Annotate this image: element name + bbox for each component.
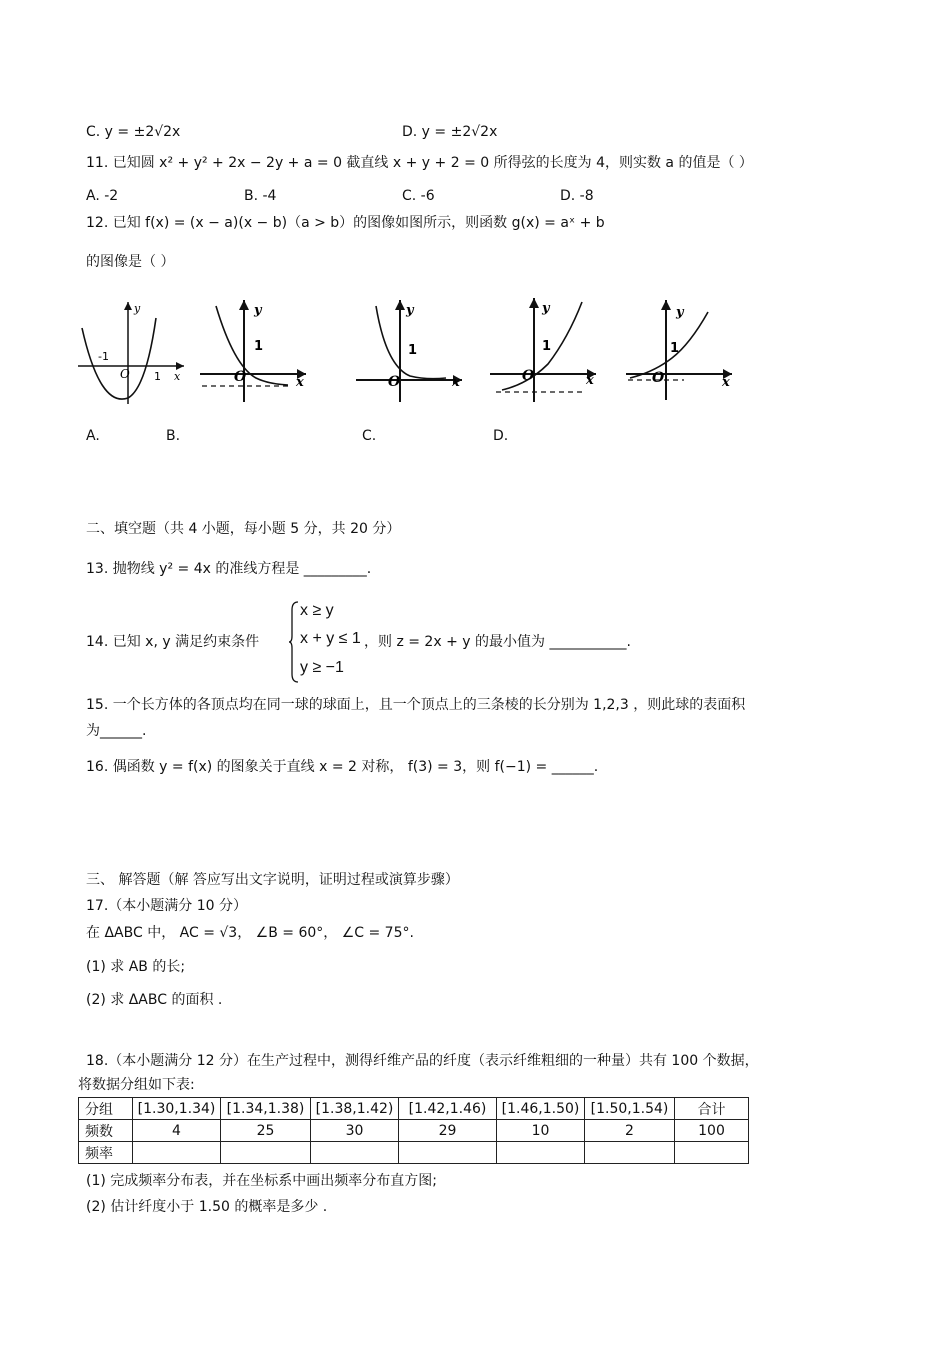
table-cell: 29 (399, 1120, 497, 1142)
q12-label-a: A. (86, 428, 100, 444)
origin-label: O (388, 374, 401, 390)
table-cell (221, 1142, 311, 1164)
q12-stem-continued: 的图像是（ ） (86, 254, 175, 270)
origin-label: O (234, 369, 247, 385)
q12-label-d: D. (493, 428, 509, 444)
q15-line-1: 15. 一个长方体的各顶点均在同一球的球面上，且一个顶点上的三条棱的长分别为 1,2,3 ，则此球的表面积 (86, 697, 746, 713)
table-cell (585, 1142, 675, 1164)
row-header-groups: 分组 (79, 1098, 133, 1120)
table-cell (497, 1142, 585, 1164)
table-cell (399, 1142, 497, 1164)
table-cell: 25 (221, 1120, 311, 1142)
q13: 13. 抛物线 y² = 4x 的准线方程是 _________. (86, 561, 372, 577)
table-cell: [1.34,1.38) (221, 1098, 311, 1120)
one-label: 1 (408, 343, 418, 358)
table-cell: 4 (133, 1120, 221, 1142)
q12-label-c: C. (362, 428, 377, 444)
q11-stem: 11. 已知圆 x² + y² + 2x − 2y + a = 0 截直线 x + y + 2 = 0 所得弦的长度为 4，则实数 a 的值是（ ） (86, 155, 753, 171)
x-axis-label: x (452, 375, 460, 390)
y-axis-label: y (134, 302, 141, 315)
q10-option-d: D. y = ±2√2x (402, 124, 498, 140)
table-cell: [1.46,1.50) (497, 1098, 585, 1120)
q14-constraint-1: x ≥ y (300, 602, 334, 619)
q15-line-2: 为______. (86, 723, 147, 739)
x-axis-label: x (296, 375, 304, 390)
section-3-title: 三、 解答题（解 答应写出文字说明，证明过程或演算步骤） (86, 872, 459, 888)
one-label: 1 (542, 339, 552, 354)
graph-option-c (488, 294, 600, 404)
q14-suffix: ，则 z = 2x + y 的最小值为 ___________. (364, 634, 631, 650)
one-label: 1 (154, 370, 161, 383)
graph-given-fx (76, 298, 188, 408)
x-axis-label: x (586, 373, 594, 388)
graph-option-a (198, 296, 310, 406)
section-2-title: 二、填空题（共 4 小题，每小题 5 分，共 20 分） (86, 521, 401, 537)
q14-constraint-2: x + y ≤ 1 (300, 630, 361, 647)
q14-constraint-3: y ≥ −1 (300, 659, 344, 676)
frequency-table (78, 1097, 749, 1164)
q11-option-b: B. -4 (244, 188, 277, 204)
q12-label-b: B. (166, 428, 181, 444)
origin-label: O (522, 368, 535, 384)
q17-part-1: (1) 求 AB 的长; (86, 959, 186, 975)
q14-constraint-system (288, 600, 368, 684)
table-cell (311, 1142, 399, 1164)
q18-line-2: 将数据分组如下表: (78, 1077, 195, 1093)
q10-option-c: C. y = ±2√2x (86, 124, 181, 140)
neg-one-label: -1 (98, 350, 109, 363)
table-cell (675, 1142, 749, 1164)
table-cell: 2 (585, 1120, 675, 1142)
table-row-counts (79, 1120, 749, 1142)
table-cell: 100 (675, 1120, 749, 1142)
q18-part-1: (1) 完成频率分布表，并在坐标系中画出频率分布直方图; (86, 1173, 437, 1189)
table-cell: [1.30,1.34) (133, 1098, 221, 1120)
q17-head: 17.（本小题满分 10 分） (86, 898, 247, 914)
q11-option-c: C. -6 (402, 188, 435, 204)
graph-option-d (624, 296, 736, 406)
table-cell: [1.50,1.54) (585, 1098, 675, 1120)
q14-prefix: 14. 已知 x, y 满足约束条件 (86, 634, 260, 650)
origin-label: O (652, 370, 665, 386)
origin-label: O (120, 367, 130, 381)
one-label: 1 (254, 339, 264, 354)
q18-line-1: 18.（本小题满分 12 分）在生产过程中，测得纤维产品的纤度（表示纤维粗细的一种量）共有 100 个数据， (86, 1053, 759, 1069)
table-cell (133, 1142, 221, 1164)
y-axis-label: y (254, 303, 262, 318)
table-cell: [1.38,1.42) (311, 1098, 399, 1120)
table-cell: 10 (497, 1120, 585, 1142)
x-axis-label: x (174, 370, 181, 383)
q12-stem: 12. 已知 f(x) = (x − a)(x − b)（a > b）的图像如图所示，则函数 g(x) = aˣ + b (86, 215, 605, 231)
graph-option-b (354, 296, 466, 406)
table-row-freqs (79, 1142, 749, 1164)
q11-option-a: A. -2 (86, 188, 119, 204)
q18-part-2: (2) 估计纤度小于 1.50 的概率是多少 . (86, 1199, 328, 1215)
q17-given: 在 ΔABC 中， AC = √3， ∠B = 60°， ∠C = 75°. (86, 925, 414, 941)
table-cell: [1.42,1.46) (399, 1098, 497, 1120)
row-header-counts: 频数 (79, 1120, 133, 1142)
row-header-freqs: 频率 (79, 1142, 133, 1164)
table-cell: 合计 (675, 1098, 749, 1120)
x-axis-label: x (722, 375, 730, 390)
y-axis-label: y (542, 301, 550, 316)
q17-part-2: (2) 求 ΔABC 的面积 . (86, 992, 223, 1008)
y-axis-label: y (406, 303, 414, 318)
left-brace-icon (288, 600, 300, 684)
table-cell: 30 (311, 1120, 399, 1142)
q11-option-d: D. -8 (560, 188, 594, 204)
y-axis-label: y (676, 305, 684, 320)
one-label: 1 (670, 341, 680, 356)
table-row-groups (79, 1098, 749, 1120)
q16: 16. 偶函数 y = f(x) 的图象关于直线 x = 2 对称， f(3) = 3，则 f(−1) = ______. (86, 759, 599, 775)
